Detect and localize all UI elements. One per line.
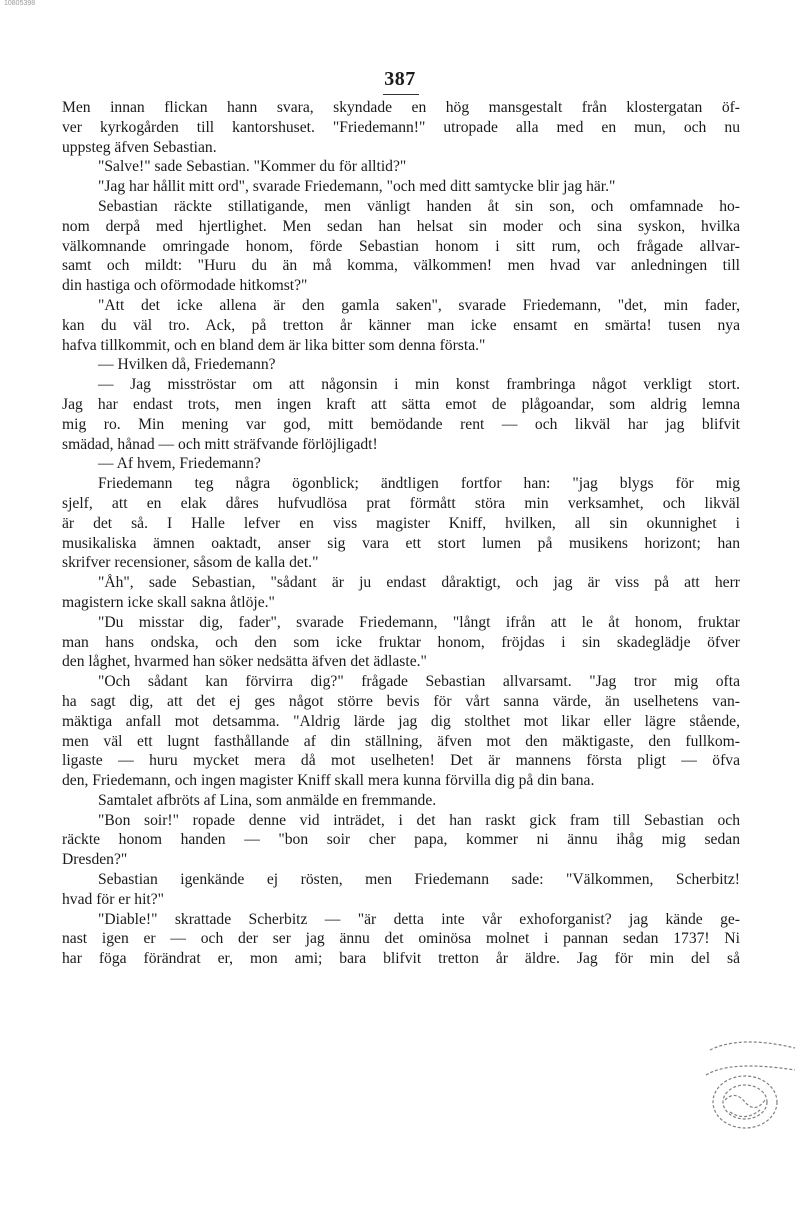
text-line: Samtalet afbröts af Lina, som anmälde en fremmande. — [98, 791, 437, 809]
text-line: "Att det icke allena är den gamla saken", svarade Friedemann, "det, min fader, — [98, 296, 740, 314]
text-line: är det så. I Halle lefver en viss magister Kniff, hvilken, all sin okunnighet i — [62, 514, 740, 532]
text-line: mig ro. Min mening var god, mitt bemödande rent — och likväl har jag blifvit — [62, 415, 740, 433]
text-line: — Hvilken då, Friedemann? — [98, 356, 276, 374]
text-line: — Af hvem, Friedemann? — [98, 455, 261, 473]
text-line: "Salve!" sade Sebastian. "Kommer du för alltid?" — [98, 158, 407, 176]
text-line: "Och sådant kan förvirra dig?" frågade Sebastian allvarsamt. "Jag tror mig ofta — [98, 673, 740, 691]
text-line: nast igen er — och der ser jag ännu det ominösa molnet i pannan sedan 1737! Ni — [62, 930, 740, 948]
text-line: Dresden?" — [62, 851, 128, 869]
text-line: "Bon soir!" ropade denne vid inträdet, i det han raskt gick fram till Sebastian och — [98, 811, 740, 829]
text-line: välkomnande omringade honom, förde Sebastian honom i sitt rum, och frågade allvar- — [62, 237, 740, 255]
library-stamp-icon — [700, 1030, 800, 1140]
text-line: Sebastian räckte stillatigande, men vänligt handen åt sin son, och omfamnade ho- — [98, 197, 740, 215]
text-line: man hans ondska, och den som icke fruktar honom, fröjdas i sin skadeglädje öfver — [62, 633, 740, 651]
text-line: Sebastian igenkände ej rösten, men Friedemann sade: "Välkommen, Scherbitz! — [98, 871, 740, 889]
text-line: — Jag misströstar om att någonsin i min konst frambringa något verkligt stort. — [98, 376, 740, 394]
text-line: magistern icke skall sakna åtlöje." — [62, 593, 275, 611]
text-line: den, Friedemann, och ingen magister Kniff skall mera kunna förvilla dig på din bana. — [62, 772, 595, 790]
text-line: sjelf, att en elak dåres hufvudlösa prat förmått störa min verksamhet, och likväl — [62, 494, 740, 512]
text-line: hvad för er hit?" — [62, 890, 165, 908]
text-line: "Åh", sade Sebastian, "sådant är ju endast dåraktigt, och jag är viss på att herr — [98, 574, 740, 592]
text-line: ver kyrkogården till kantorshuset. "Friedemann!" utropade alla med en mun, och nu — [62, 118, 740, 136]
text-line: men väl ett lugnt fasthållande af din ställning, äfven mot den mäktigaste, den fullkom- — [62, 732, 740, 750]
text-line: musikaliska ämnen oaktadt, anser sig vara ett stort lumen på musikens horizont; han — [62, 534, 740, 552]
page-number-underline — [383, 94, 419, 95]
text-line: den låghet, hvarmed han söker nedsätta äfven det ädlaste." — [62, 653, 427, 671]
text-line: Jag har endast trots, men ingen kraft att sätta emot de plågoandar, som aldrig lemna — [62, 395, 740, 413]
text-line: ha sagt dig, att det ej ges något större bevis för vårt sanna värde, än uselhetens van- — [62, 692, 740, 710]
text-line: "Jag har hållit mitt ord", svarade Friedemann, "och med ditt samtycke blir jag här." — [98, 178, 616, 196]
text-line: hafva tillkommit, och en bland dem är lika bitter som denna första." — [62, 336, 486, 354]
catalog-number: 10805398 — [4, 0, 36, 7]
text-line: smädad, hånad — och mitt sträfvande förlöjligadt! — [62, 435, 378, 453]
text-line: nom derpå med hjertlighet. Men sedan han helsat sin moder och sina syskon, hvilka — [62, 217, 740, 235]
text-line: uppsteg äfven Sebastian. — [62, 138, 217, 156]
text-line: ligaste — huru mycket mera då mot uselheten! Det är mannens första pligt — öfva — [62, 752, 740, 770]
text-line: Men innan flickan hann svara, skyndade en hög mansgestalt från klostergatan öf- — [62, 99, 740, 116]
text-line: kan du väl tro. Ack, på tretton år känner man icke ensamt en smärta! tusen nya — [62, 316, 740, 334]
text-line: din hastiga och oförmodade hitkomst?" — [62, 277, 308, 295]
text-line: skrifver recensioner, såsom de kalla det." — [62, 554, 319, 572]
text-line: Friedemann teg några ögonblick; ändtligen fortfor han: "jag blygs för mig — [98, 475, 740, 493]
text-line: mäktiga anfall mot detsamma. "Aldrig lärde jag dig stolthet mot likar eller lägre stående, — [62, 712, 740, 730]
text-line: "Diable!" skrattade Scherbitz — "är detta inte vår exhoforganist? jag kände ge- — [98, 910, 740, 928]
text-line: har föga förändrat er, mon ami; bara blifvit tretton år äldre. Jag för min del så — [62, 950, 740, 968]
page-number: 387 — [384, 68, 416, 90]
text-line: "Du misstar dig, fader", svarade Friedemann, "långt ifrån att le åt honom, fruktar — [98, 613, 740, 631]
body-text — [62, 98, 740, 969]
text-line: räckte honom handen — "bon soir cher papa, kommer ni ännu ihåg mig sedan — [62, 831, 740, 849]
text-line: samt och mildt: "Huru du än må komma, välkommen! men hvad var anledningen till — [62, 257, 740, 275]
